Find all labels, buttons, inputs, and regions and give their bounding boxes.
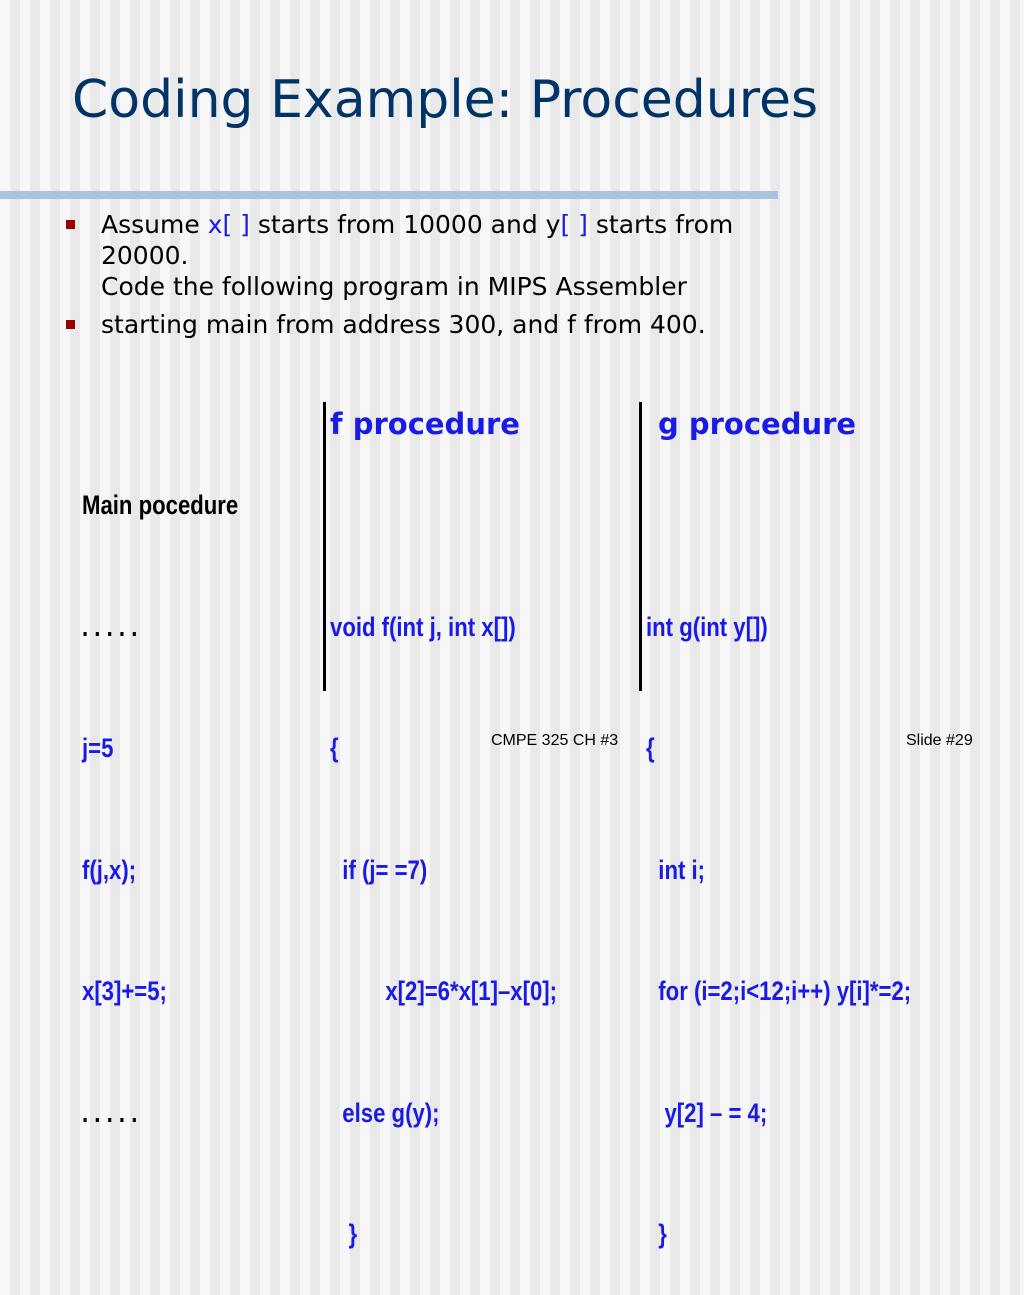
code-line: } bbox=[330, 1219, 358, 1249]
bullet-1-line-3: Code the following program in MIPS Assembler bbox=[101, 272, 687, 301]
code-line: . . . . . bbox=[82, 1097, 138, 1128]
bullet-2: starting main from address 300, and f from 400. bbox=[101, 310, 706, 339]
f-procedure-header: f procedure bbox=[330, 407, 520, 441]
code-line: { bbox=[646, 733, 655, 763]
code-line: int g(int y[]) bbox=[646, 611, 768, 642]
code-line: int i; bbox=[646, 854, 706, 885]
code-line: x[3]+=5; bbox=[82, 976, 167, 1006]
main-procedure-header: Main pocedure bbox=[82, 490, 239, 520]
code-line: j=5 bbox=[82, 733, 114, 763]
footer-course: CMPE 325 CH #3 bbox=[491, 732, 619, 749]
g-procedure-header: g procedure bbox=[658, 407, 857, 441]
code-line: . . . . . bbox=[82, 611, 138, 642]
column-divider-2 bbox=[639, 402, 642, 691]
code-line: x[2]=6*x[1]–x[0]; bbox=[330, 976, 558, 1006]
code-line: { bbox=[330, 733, 339, 763]
bullet-marker-1 bbox=[66, 220, 75, 229]
code-line: void f(int j, int x[]) bbox=[330, 611, 516, 642]
bullet-1 bbox=[101, 209, 733, 302]
x-array-ref: x[ ] bbox=[207, 210, 250, 239]
code-line: if (j= =7) bbox=[330, 854, 428, 885]
code-line: f(j,x); bbox=[82, 854, 137, 885]
g-procedure-column bbox=[646, 404, 911, 1295]
bullet-1-line-1: Assume x[ ] starts from 10000 and y[ ] starts from bbox=[101, 210, 734, 239]
column-divider-1 bbox=[323, 402, 326, 691]
f-procedure-column bbox=[330, 404, 557, 1295]
code-line: for (i=2;i<12;i++) y[i]*=2; bbox=[646, 976, 912, 1006]
main-procedure-column bbox=[82, 404, 238, 1174]
footer-slide-number: Slide #29 bbox=[906, 732, 973, 749]
bullet-marker-2 bbox=[66, 320, 75, 329]
code-line: y[2] – = 4; bbox=[646, 1097, 768, 1128]
y-array-ref: [ ] bbox=[560, 210, 588, 239]
title-underline bbox=[0, 191, 778, 199]
code-line: else g(y); bbox=[330, 1097, 440, 1128]
code-line: } bbox=[646, 1219, 667, 1249]
slide-title: Coding Example: Procedures bbox=[72, 70, 819, 130]
bullet-1-line-2: 20000. bbox=[101, 241, 189, 270]
